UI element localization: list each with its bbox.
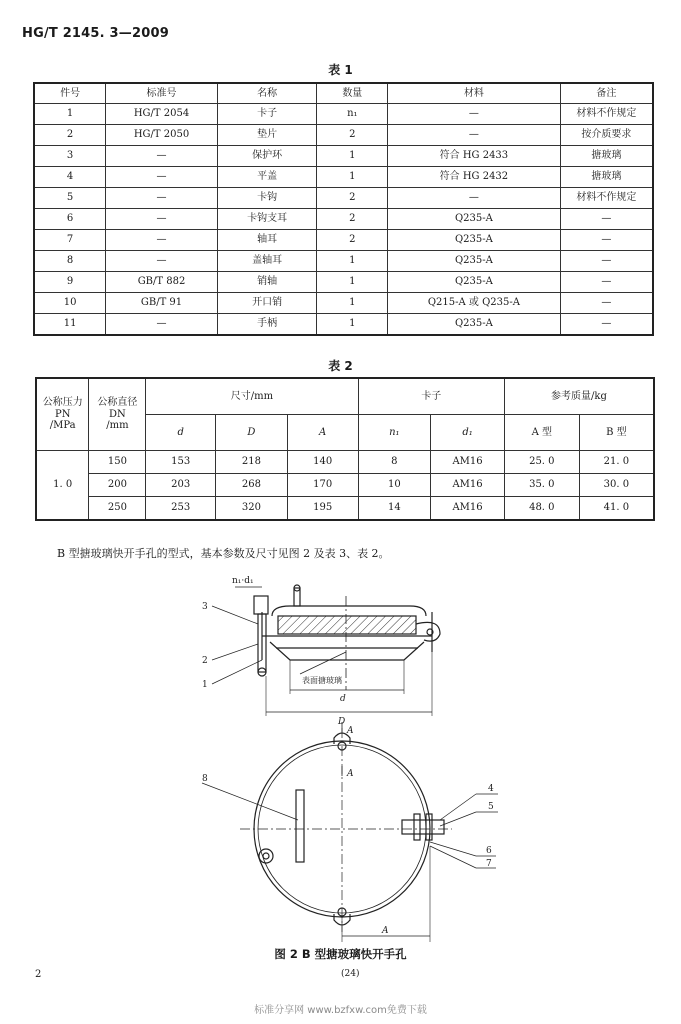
- col-header: d: [146, 415, 216, 451]
- label-3: 3: [202, 602, 208, 612]
- header-text: DN: [109, 408, 126, 420]
- cell: 8: [34, 251, 106, 272]
- cell: GB/T 882: [106, 272, 218, 293]
- label-8: 8: [202, 774, 208, 784]
- cell: 30. 0: [579, 474, 654, 497]
- cell: AM16: [431, 474, 505, 497]
- cell: 5: [34, 188, 106, 209]
- table2-caption: 表 2: [328, 359, 353, 373]
- cell: 1: [317, 146, 388, 167]
- col-header: 标准号: [106, 83, 218, 104]
- plan-labels: [202, 726, 494, 936]
- cell: 11: [34, 314, 106, 336]
- cell-pn: 1. 0: [36, 451, 89, 521]
- cell: 2: [317, 188, 388, 209]
- cell: —: [106, 230, 218, 251]
- cell: 轴耳: [217, 230, 317, 251]
- cell: 21. 0: [579, 451, 654, 474]
- cell: 268: [216, 474, 288, 497]
- cell: 符合 HG 2432: [388, 167, 561, 188]
- cell: 320: [216, 497, 288, 521]
- cell: 1: [317, 251, 388, 272]
- cell: 2: [34, 125, 106, 146]
- col-header: A 型: [504, 415, 579, 451]
- cell: 1: [317, 293, 388, 314]
- cell: 140: [287, 451, 358, 474]
- clip-bolt: [254, 596, 268, 614]
- col-header: B 型: [579, 415, 654, 451]
- cell: 1: [317, 167, 388, 188]
- col-header-clip: 卡子: [358, 378, 504, 415]
- cell: —: [106, 167, 218, 188]
- cell: 150: [89, 451, 146, 474]
- cell: 4: [34, 167, 106, 188]
- cell: 1: [34, 104, 106, 125]
- cell: 8: [358, 451, 431, 474]
- label-A-dim: A: [382, 926, 389, 936]
- cell: 218: [216, 451, 288, 474]
- cell: 盖轴耳: [217, 251, 317, 272]
- col-header: d₁: [431, 415, 505, 451]
- cell: 按介质要求: [560, 125, 653, 146]
- cell: 203: [146, 474, 216, 497]
- cell: 符合 HG 2433: [388, 146, 561, 167]
- nozzle-profile: [270, 642, 424, 660]
- cell: 25. 0: [504, 451, 579, 474]
- col-header: 材料: [388, 83, 561, 104]
- cell: —: [388, 125, 561, 146]
- cell: —: [560, 314, 653, 336]
- cell: 开口销: [217, 293, 317, 314]
- cell: AM16: [431, 451, 505, 474]
- cell: 195: [287, 497, 358, 521]
- label-6: 6: [486, 846, 492, 856]
- header-text: /mm: [106, 420, 129, 432]
- cell: 48. 0: [504, 497, 579, 521]
- footer-watermark: 标准分享网 www.bzfxw.com免费下载: [254, 1005, 427, 1016]
- cell: 6: [34, 209, 106, 230]
- page-number-center: (24): [341, 969, 360, 979]
- cell: 手柄: [217, 314, 317, 336]
- cell: GB/T 91: [106, 293, 218, 314]
- col-header: D: [216, 415, 288, 451]
- standard-number: HG/T 2145. 3—2009: [22, 26, 169, 41]
- cell: —: [560, 293, 653, 314]
- cell: 253: [146, 497, 216, 521]
- cell: —: [106, 209, 218, 230]
- cell: 41. 0: [579, 497, 654, 521]
- label-D: D: [338, 717, 346, 727]
- cell: Q235-A: [388, 209, 561, 230]
- cell: 10: [34, 293, 106, 314]
- leader-glass: [300, 652, 346, 674]
- table1-caption: 表 1: [328, 63, 353, 77]
- lid-section: [278, 616, 416, 634]
- cell: 卡钩支耳: [217, 209, 317, 230]
- body-paragraph: B 型搪玻璃快开手孔的型式，基本参数及尺寸见图 2 及表 3、表 2。: [57, 547, 390, 560]
- cell: —: [560, 272, 653, 293]
- cell: 3: [34, 146, 106, 167]
- cell: 卡子: [217, 104, 317, 125]
- page-number-left: 2: [35, 969, 42, 980]
- leader-4: [440, 794, 476, 820]
- cell: 153: [146, 451, 216, 474]
- cell: Q235-A: [388, 272, 561, 293]
- header-text: 公称压力: [42, 397, 83, 409]
- leader-5: [440, 812, 476, 826]
- col-header: 名称: [217, 83, 317, 104]
- cell: 7: [34, 230, 106, 251]
- cell: —: [560, 230, 653, 251]
- label-4: 4: [488, 784, 494, 794]
- hinge-knob-center: [263, 853, 269, 859]
- hinge: [416, 622, 440, 641]
- cell: 35. 0: [504, 474, 579, 497]
- cell: 10: [358, 474, 431, 497]
- cell: —: [106, 314, 218, 336]
- cell: Q235-A: [388, 230, 561, 251]
- label-A-mid: A: [347, 769, 354, 779]
- figure-caption: 图 2 B 型搪玻璃快开手孔: [274, 947, 407, 961]
- cell: —: [388, 188, 561, 209]
- cell: 保护环: [217, 146, 317, 167]
- cell: 卡钩: [217, 188, 317, 209]
- col-header-dimensions: 尺寸/mm: [146, 378, 358, 415]
- label-d: d: [340, 694, 346, 704]
- cell: 材料不作规定: [560, 188, 653, 209]
- label-7: 7: [486, 859, 492, 869]
- plan-view: [202, 722, 498, 942]
- cell: n₁: [317, 104, 388, 125]
- cell: —: [388, 104, 561, 125]
- section-view: [212, 585, 440, 716]
- cell: HG/T 2054: [106, 104, 218, 125]
- header-text: /MPa: [49, 420, 76, 432]
- cell: 2: [317, 125, 388, 146]
- cell: 2: [317, 230, 388, 251]
- cell: HG/T 2050: [106, 125, 218, 146]
- cell: 销轴: [217, 272, 317, 293]
- label-2: 2: [202, 656, 208, 666]
- handle-bar: [296, 790, 304, 862]
- cell: —: [560, 251, 653, 272]
- cell: 1: [317, 272, 388, 293]
- col-header: 件号: [34, 83, 106, 104]
- cell: —: [106, 188, 218, 209]
- cell: Q215-A 或 Q235-A: [388, 293, 561, 314]
- cell: 200: [89, 474, 146, 497]
- cell: Q235-A: [388, 314, 561, 336]
- cell: 170: [287, 474, 358, 497]
- cell: 材料不作规定: [560, 104, 653, 125]
- cell: 搪玻璃: [560, 167, 653, 188]
- cell: Q235-A: [388, 251, 561, 272]
- cell: AM16: [431, 497, 505, 521]
- header-text: PN: [54, 408, 71, 420]
- leader-3: [212, 606, 258, 624]
- leader-2: [212, 644, 258, 660]
- cell: —: [106, 251, 218, 272]
- leader-8: [202, 783, 298, 820]
- label-A-top: A: [347, 726, 354, 736]
- right-clip: [402, 820, 444, 834]
- leader-1: [212, 660, 262, 684]
- col-header: 数量: [317, 83, 388, 104]
- label-n1d1: n₁·d₁: [232, 576, 254, 586]
- cell: 2: [317, 209, 388, 230]
- col-header: n₁: [358, 415, 431, 451]
- header-text: 公称直径: [97, 397, 138, 409]
- cell: 250: [89, 497, 146, 521]
- label-glass: 表面搪玻璃: [302, 676, 342, 685]
- cell: 搪玻璃: [560, 146, 653, 167]
- hinge-knob: [259, 849, 273, 863]
- cell: 9: [34, 272, 106, 293]
- label-1: 1: [202, 680, 208, 690]
- clip-pin: [414, 814, 420, 840]
- label-5: 5: [488, 802, 494, 812]
- cell: —: [560, 209, 653, 230]
- col-header: 备注: [560, 83, 653, 104]
- col-header-mass: 参考质量/kg: [504, 378, 654, 415]
- cell: 平盖: [217, 167, 317, 188]
- cell: —: [106, 146, 218, 167]
- lid-top-edge: [272, 606, 426, 616]
- cell: 垫片: [217, 125, 317, 146]
- section-labels: [202, 576, 346, 727]
- cell: 14: [358, 497, 431, 521]
- col-header: A: [287, 415, 358, 451]
- cell: 1: [317, 314, 388, 336]
